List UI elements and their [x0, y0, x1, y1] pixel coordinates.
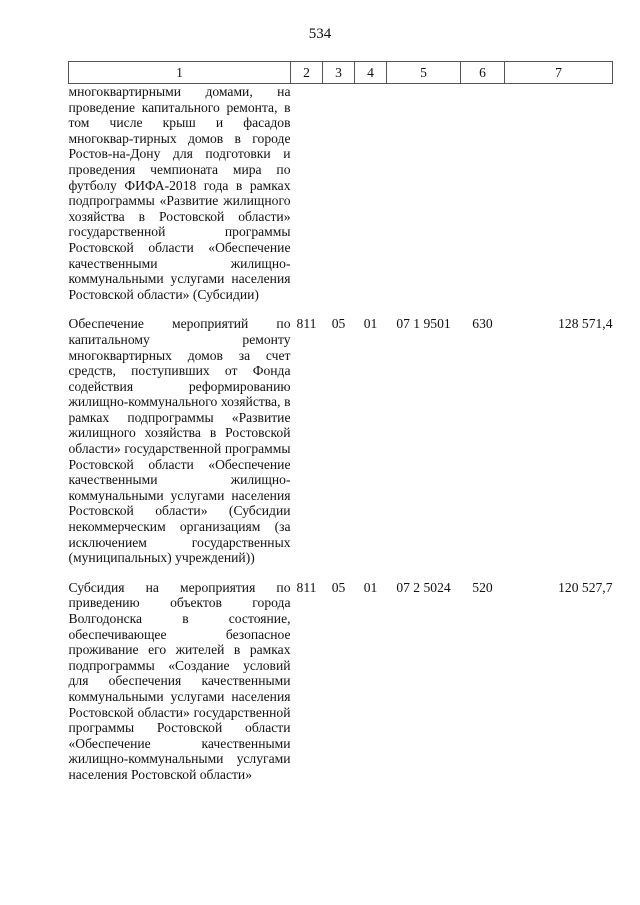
header-col-3: 3	[323, 62, 355, 84]
row-c5	[387, 84, 461, 303]
header-col-7: 7	[505, 62, 613, 84]
row-spacer	[69, 566, 613, 580]
page-number: 534	[308, 26, 332, 42]
row-description: многоквартирными домами, на проведение капитального ремонта, в том числе крыш и фасадов многоквар-тирных домов в городе Ростов-на-Дону для подготовки и проведения чемпионата мира по футболу ФИФА-2018 года в рамках подпрограммы «Развитие жилищного хозяйства в Ростовской области» государственной программы Ростовской области «Обеспечение качественными жилищно-коммунальными услугами населения Ростовской области» (Субсидии)	[68, 84, 291, 302]
row-c4	[355, 84, 387, 303]
row-c3	[323, 84, 355, 303]
header-col-6: 6	[461, 62, 505, 84]
row-description: Субсидия на мероприятия по приведению объектов города Волгодонска в состояние, обеспечивающее безопасное проживание его жителей в рамках подпрограммы «Создание условий для обеспечения качественными коммунальными услугами населения Ростовской области» государственной программы Ростовской области «Обеспечение качественными жилищно-коммунальными услугами населения Ростовской области»	[68, 579, 291, 782]
row-c6: 520	[472, 579, 493, 595]
table-row	[69, 316, 613, 566]
row-c6	[461, 84, 505, 303]
row-c4: 01	[363, 579, 378, 595]
header-col-4: 4	[355, 62, 387, 84]
header-row	[69, 62, 613, 84]
row-c2	[291, 84, 323, 303]
table-row	[69, 580, 613, 783]
budget-table	[68, 61, 613, 783]
row-c3: 05	[331, 316, 346, 332]
row-c2: 811	[296, 316, 317, 332]
row-c6: 630	[472, 316, 493, 332]
row-spacer	[69, 302, 613, 316]
header-col-1: 1	[69, 62, 291, 84]
row-c5: 07 1 9501	[396, 316, 451, 332]
row-c7: 120 527,7	[558, 579, 613, 595]
table-row	[69, 84, 613, 303]
row-c7	[505, 84, 613, 303]
row-c2: 811	[296, 579, 317, 595]
row-c5: 07 2 5024	[396, 579, 451, 595]
row-c7: 128 571,4	[558, 316, 613, 332]
header-col-5: 5	[387, 62, 461, 84]
row-c3: 05	[331, 579, 346, 595]
header-col-2: 2	[291, 62, 323, 84]
row-c4: 01	[363, 316, 378, 332]
row-description: Обеспечение мероприятий по капитальному ремонту многоквартирных домов за счет средств, поступивших от Фонда содействия реформированию жилищно-коммунального хозяйства, в рамках подпрограммы «Развитие жилищного хозяйства в Ростовской области» государственной программы Ростовской области «Обеспечение качественными жилищно-коммунальными услугами населения Ростовской области» (Субсидии некоммерческим организациям (за исключением государственных (муниципальных) учреждений))	[68, 316, 291, 566]
